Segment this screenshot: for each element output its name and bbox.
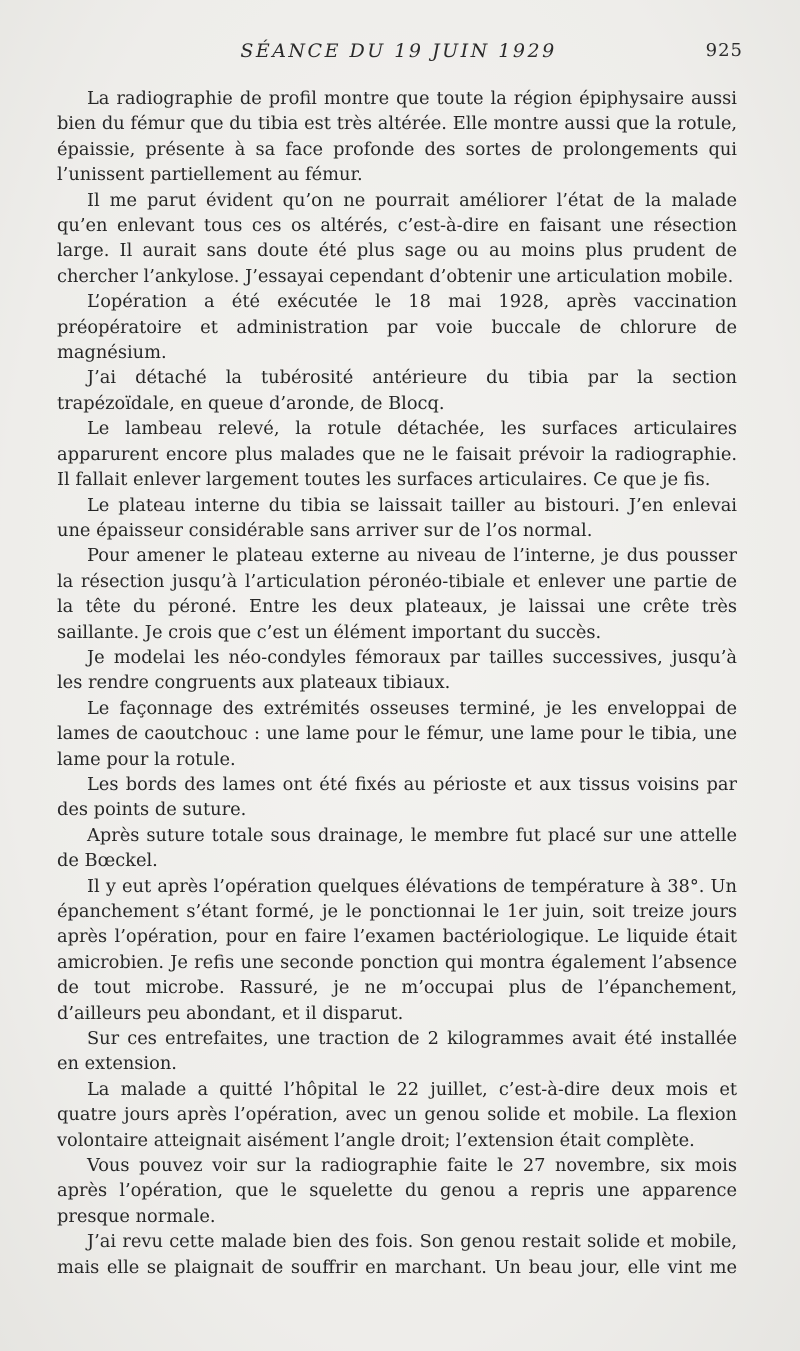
paragraph: La malade a quitté l’hôpital le 22 juillet, c’est-à-dire deux mois et quatre jours après l’opération, avec un genou solide et mobile. La flexion volontaire atteignait aisément l’angle droit; l’extension était complète. (57, 1078, 737, 1151)
paragraph: Il me parut évident qu’on ne pourrait améliorer l’état de la malade qu’en enlevant tous ces os altérés, c’est-à-dire en faisant une résection large. Il aurait sans doute été plus sage ou au moins plus prudent de chercher l’ankylose. J’essayai cependant d’obtenir une articulation mobile. (57, 189, 737, 287)
paragraph: Le façonnage des extrémités osseuses terminé, je les enveloppai de lames de caoutchouc : une lame pour le fémur, une lame pour le tibia, une lame pour la rotule. (57, 697, 737, 770)
paragraph: L’opération a été exécutée le 18 mai 1928, après vaccination préopératoire et administration par voie buccale de chlorure de magnésium. (57, 291, 737, 364)
paragraph: Il y eut après l’opération quelques élévations de température à 38°. Un épanchement s’étant formé, je le ponctionnai le 1er juin, soit treize jours après l’opération, pour en faire l’examen bactériologique. Le liquide était amicrobien. Je refis une seconde ponction qui montra également l’absence de tout microbe. Rassuré, je ne m’occupai plus de l’épanchement, d’ailleurs peu abondant, et il disparut. (57, 875, 737, 1024)
paragraph: Les bords des lames ont été fixés au périoste et aux tissus voisins par des points de suture. (57, 773, 737, 821)
page-number: 925 (705, 40, 743, 61)
body-text (57, 86, 737, 1280)
paragraph: Après suture totale sous drainage, le membre fut placé sur une attelle de Bœckel. (57, 824, 737, 872)
running-head: SÉANCE DU 19 JUIN 1929 (240, 40, 557, 62)
paragraph: Le plateau interne du tibia se laissait tailler au bistouri. J’en enlevai une épaisseur considérable sans arriver sur de l’os normal. (57, 494, 737, 541)
paragraph: Vous pouvez voir sur la radiographie faite le 27 novembre, six mois après l’opération, que le squelette du genou a repris une apparence presque normale. (57, 1155, 737, 1227)
paragraph: Pour amener le plateau externe au niveau de l’interne, je dus pousser la résection jusqu’à l’articulation péronéo-tibiale et enlever une partie de la tête du péroné. Entre les deux plateaux, je laissai une crête très saillante. Je crois que c’est un élément important du succès. (57, 545, 737, 643)
page-header (60, 40, 743, 70)
paragraph: Je modelai les néo-condyles fémoraux par tailles successives, jusqu’à les rendre congruents aux plateaux tibiaux. (57, 646, 737, 694)
paragraph: J’ai détaché la tubérosité antérieure du tibia par la section trapézoïdale, en queue d’aronde, de Blocq. (57, 367, 737, 414)
paragraph: Le lambeau relevé, la rotule détachée, les surfaces articulaires apparurent encore plus malades que ne le faisait prévoir la radiographie. Il fallait enlever largement toutes les surfaces articulaires. Ce que je fis. (57, 418, 737, 491)
paragraph: J’ai revu cette malade bien des fois. Son genou restait solide et mobile, mais elle se plaignait de souffrir en marchant. Un beau jour, elle vint me (57, 1231, 737, 1278)
paragraph: La radiographie de profil montre que toute la région épiphysaire aussi bien du fémur que du tibia est très altérée. Elle montre aussi que la rotule, épaissie, présente à sa face profonde des sortes de prolongements qui l’unissent partiellement au fémur. (57, 88, 737, 186)
paragraph: Sur ces entrefaites, une traction de 2 kilogrammes avait été installée en extension. (57, 1028, 737, 1075)
